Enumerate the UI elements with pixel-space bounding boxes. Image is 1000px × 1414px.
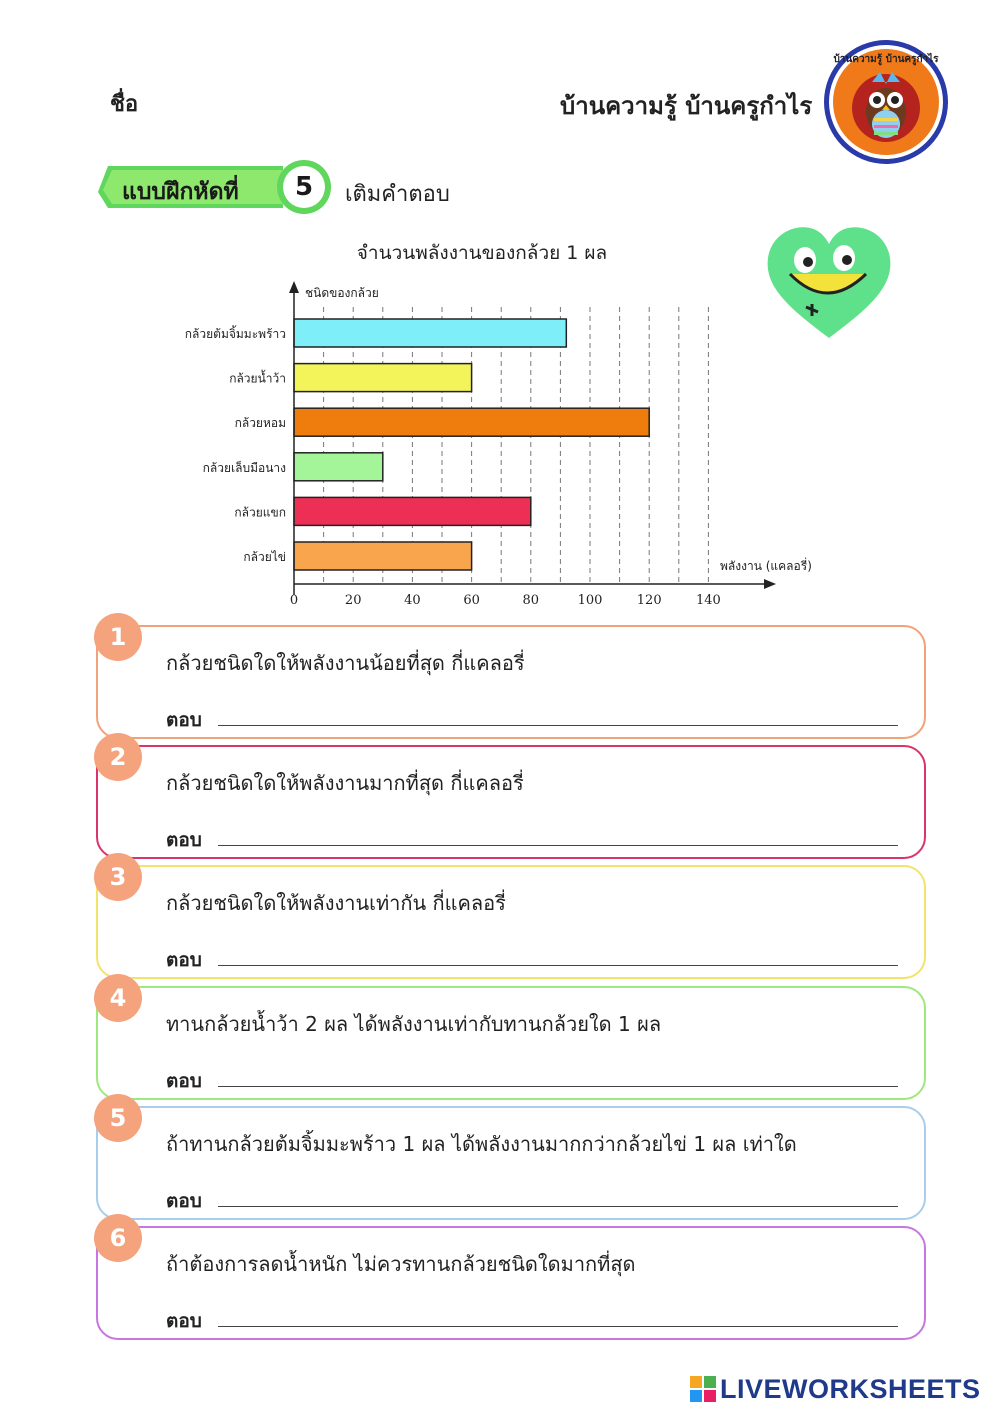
question-text: กล้วยชนิดใดให้พลังงานมากที่สุด กี่แคลอรี่ <box>166 771 524 796</box>
question-box <box>96 983 926 1100</box>
answer-label: ตอบ <box>166 709 202 731</box>
bar <box>294 319 566 347</box>
question-number: 4 <box>94 974 142 1022</box>
question-number: 2 <box>94 733 142 781</box>
brand-footer <box>690 1372 981 1406</box>
answer-label: ตอบ <box>166 1189 202 1212</box>
brand-text: LIVEWORKSHEETS <box>720 1373 981 1404</box>
owl-logo <box>822 38 950 166</box>
x-tick-label: 40 <box>404 593 421 608</box>
question-number: 3 <box>94 853 142 901</box>
category-label: กล้วยเล็บมือนาง <box>202 460 286 475</box>
name-label: ชื่อ <box>110 92 139 117</box>
question-number: 6 <box>94 1214 142 1262</box>
logo-text: บ้านความรู้ บ้านครูกำไร <box>833 54 939 65</box>
x-tick-label: 100 <box>577 593 603 608</box>
answer-label: ตอบ <box>166 1069 202 1092</box>
question-box <box>96 1103 926 1220</box>
x-tick-label: 20 <box>344 593 362 608</box>
y-axis-label: ชนิดของกล้วย <box>305 286 379 300</box>
x-axis-arrow <box>764 579 776 589</box>
x-tick-label: 80 <box>522 593 540 608</box>
question-text: กล้วยชนิดใดให้พลังงานน้อยที่สุด กี่แคลอรี่ <box>166 651 525 675</box>
category-label: กล้วยต้มจิ้มมะพร้าว <box>184 327 286 341</box>
question-box <box>96 865 926 979</box>
chart-title: จำนวนพลังงานของกล้วย 1 ผล <box>356 242 608 264</box>
exercise-instruction: เติมคำตอบ <box>345 182 450 207</box>
answer-label: ตอบ <box>166 949 202 972</box>
x-axis-label: พลังงาน (แคลอรี่) <box>720 559 812 573</box>
chart-tick-labels <box>290 593 721 608</box>
question-text: ทานกล้วยน้ำว้า 2 ผล ได้พลังงานเท่ากับทานกล้วยใด 1 ผล <box>166 1011 662 1036</box>
question-box <box>96 1226 926 1340</box>
question-text: ถ้าทานกล้วยต้มจิ้มมะพร้าว 1 ผล ได้พลังงานมากกว่ากล้วยไข่ 1 ผล เท่าใด <box>166 1131 797 1156</box>
chart-category-labels <box>185 325 286 564</box>
question-box <box>96 625 926 739</box>
answer-label: ตอบ <box>166 829 202 852</box>
category-label: กล้วยหอม <box>234 416 286 431</box>
bar <box>294 364 472 392</box>
answer-line[interactable] <box>218 1326 898 1327</box>
exercise-number: 5 <box>294 172 314 202</box>
question-text: ถ้าต้องการลดน้ำหนัก ไม่ควรทานกล้วยชนิดใดมากที่สุด <box>166 1252 636 1276</box>
bar <box>294 497 531 525</box>
banana-energy-chart <box>160 225 840 615</box>
bar <box>294 408 649 436</box>
exercise-label: แบบฝึกหัดที่ <box>122 179 239 205</box>
answer-line[interactable] <box>218 1086 898 1087</box>
answer-line[interactable] <box>218 845 898 846</box>
site-title: บ้านความรู้ บ้านครูกำไร <box>560 92 813 120</box>
question-text: กล้วยชนิดใดให้พลังงานเท่ากัน กี่แคลอรี่ <box>166 891 506 916</box>
answer-label: ตอบ <box>166 1310 202 1332</box>
bar <box>294 542 472 570</box>
x-tick-label: 120 <box>636 593 662 608</box>
question-number: 5 <box>94 1094 142 1142</box>
x-tick-label: 0 <box>289 593 299 608</box>
question-box <box>96 745 926 859</box>
liveworksheets-logo-icon <box>690 1376 716 1402</box>
x-tick-label: 60 <box>463 593 480 608</box>
bar <box>294 453 383 481</box>
answer-line[interactable] <box>218 1206 898 1207</box>
category-label: กล้วยไข่ <box>243 550 286 564</box>
question-number: 1 <box>94 613 142 661</box>
x-tick-label: 140 <box>695 593 721 608</box>
category-label: กล้วยแขก <box>234 505 286 520</box>
answer-line[interactable] <box>218 725 898 726</box>
answer-line[interactable] <box>218 965 898 966</box>
category-label: กล้วยน้ำว้า <box>229 371 286 386</box>
y-axis-arrow <box>289 281 299 293</box>
